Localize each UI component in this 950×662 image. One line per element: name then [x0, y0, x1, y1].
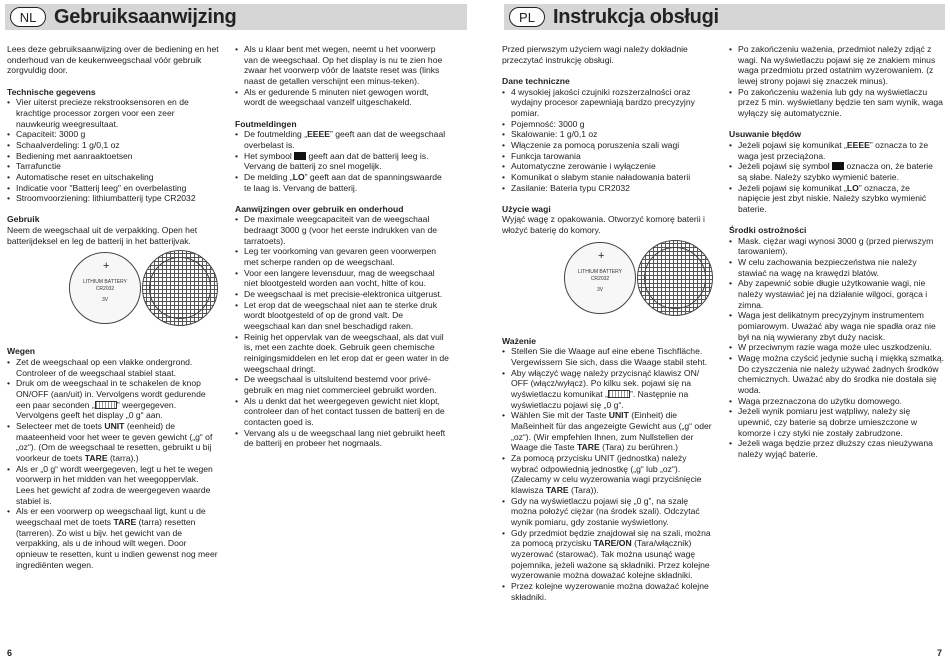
list-item: • Gdy przedmiot będzie znajdował się na szali, można za pomocą przycisku TARE/ON (Tara/włącznik) wyzerować (starować). Tak można usunąć wagę pojemnika, jeżeli ważone są składniki. Przez kolejne wyzerowanie można doważać kolejne składniki.	[502, 528, 714, 581]
battery-low-icon	[294, 152, 306, 160]
language-badge-nl: NL	[10, 7, 46, 27]
spec-item: • Capaciteit: 3000 g	[7, 129, 219, 140]
section-heading: Foutmeldingen	[235, 118, 297, 129]
list-item: • Als er een voorwerp op weegschaal ligt, kunt u de weegschaal met de toets TARE (tarra) resetten (tarreren). Zo wist u bijv. het gewicht van de verpakking, als u de inhoud wilt wegen. Door opnieuw te resetten, kunt u indien gewenst nog meer ingrediënten wegen.	[7, 506, 219, 570]
care-list	[235, 214, 450, 448]
column-pl-1	[502, 44, 714, 602]
list-item: • W celu zachowania bezpieczeństwa nie należy stawiać na wagę na krawędzi blatów.	[729, 257, 944, 278]
list-item: • Waga jest delikatnym precyzyjnym instrumentem pomiarowym. Uważać aby waga nie spadła oraz nie był na nią wywierany zbyt duży nacisk.	[729, 310, 944, 342]
list-item: • W przeciwnym razie waga może ulec uszkodzeniu.	[729, 342, 944, 353]
spec-item: • Bediening met aanraaktoetsen	[7, 151, 219, 162]
header-nl	[5, 4, 467, 30]
list-item: • De weegschaal is uitsluitend bestemd voor privé-gebruik en mag niet commercieel gebruikt worden.	[235, 374, 450, 395]
battery-coin-icon: + LITHIUM BATTERY CR2032 3V	[564, 242, 636, 314]
list-item: • Zet de weegschaal op een vlakke ondergrond. Controleer of de weegschaal stabiel staat.	[7, 357, 219, 378]
list-item: • Jeżeli pojawi się komunikat „LO” oznacza, że napięcie jest zbyt niskie. Należy szybko wymienić baterie.	[729, 183, 944, 215]
list-item: • Przez kolejne wyzerowanie można doważać kolejne składniki.	[502, 581, 714, 602]
battery-illustration	[502, 240, 714, 332]
column-nl-1	[7, 44, 219, 570]
list-item: • Let erop dat de weegschaal niet aan te sterke druk wordt blootgesteld of op de grond valt. De weegschaal kan dan snel beschadigd raken.	[235, 300, 450, 332]
page-title-nl: Gebruiksaanwijzing	[54, 5, 237, 28]
language-badge-pl: PL	[509, 7, 545, 27]
section-heading: Technische gegevens	[7, 86, 96, 97]
section-heading: Środki ostrożności	[729, 225, 807, 236]
spec-item: • Funkcja tarowania	[502, 151, 714, 162]
spec-item: • Stroomvoorziening: lithiumbatterij type CR2032	[7, 193, 219, 204]
list-item: • Als er „0 g“ wordt weergegeven, legt u het te wegen voorwerp in het midden van het weegoppervlak. Lees het gewicht af zodra de weergegeven waarde stabiel is.	[7, 464, 219, 507]
spec-item: • Vier uiterst precieze rekstrooksensoren en de krachtige processor zorgen voor een zeer nauwkeurig weegresultaat.	[7, 97, 219, 129]
list-item: • Het symbool geeft aan dat de batterij leeg is. Vervang de batterij zo snel mogelijk.	[235, 151, 450, 172]
battery-coin-icon: + LITHIUM BATTERY CR2032 3V	[69, 252, 141, 324]
spec-item: • Indicatie voor "Batterij leeg" en overbelasting	[7, 183, 219, 194]
intro-text: Lees deze gebruiksaanwijzing over de bediening en het onderhoud van de keukenweegschaal vóór gebruik zorgvuldig door.	[7, 44, 219, 76]
list-item: • Po zakończeniu ważenia lub gdy na wyświetlaczu przez 5 min. wyświetlany będzie ten sam wynik, waga wyłączy się automatycznie.	[729, 87, 944, 119]
body-text: Wyjąć wagę z opakowania. Otworzyć komorę baterii i włożyć baterię do komory.	[502, 214, 705, 236]
list-item: • Leg ter voorkoming van gevaren geen voorwerpen met scherpe randen op de weegschaal.	[235, 246, 450, 267]
list-item: • Druk om de weegschaal in te schakelen de knop ON/OFF (aan/uit) in. Vervolgens wordt gedurende een paar seconden „ ” weergegeven. Vervolgens geeft het display „0 g“ aan.	[7, 378, 219, 421]
page-number: 7	[937, 648, 943, 658]
list-item: • Za pomocą przycisku UNIT (jednostka) należy wybrać odpowiednią jednostkę („g“ lub „oz“). (Zalecamy w celu wyzerowania wagi przyciśnięcie klawisza TARE (Tara)).	[502, 453, 714, 496]
list-item: • Als er gedurende 5 minuten niet gewogen wordt, wordt de weegschaal vanzelf uitgeschakeld.	[235, 87, 450, 108]
section-heading: Ważenie	[502, 335, 537, 346]
section-heading: Usuwanie błędów	[729, 129, 802, 140]
section-heading: Aanwijzingen over gebruik en onderhoud	[235, 203, 404, 214]
section-heading: Użycie wagi	[502, 203, 551, 214]
list-item: • Wagę można czyścić jedynie suchą i miękką szmatką. Do czyszczenia nie należy używać żadnych środków chemicznych. Uważać aby do środka nie dostała się woda.	[729, 353, 944, 396]
error-list	[729, 140, 944, 215]
list-item: • Jeżeli waga będzie przez dłuższy czas nieużywana należy wyjąć baterie.	[729, 438, 944, 459]
spec-list	[7, 97, 219, 204]
list-item: • Jeżeli pojawi się komunikat „EEEE” oznacza to że waga jest przeciążona.	[729, 140, 944, 161]
body-text: Neem de weegschaal uit de verpakking. Open het batterijdeksel en leg de batterij in het batterijvak.	[7, 225, 198, 246]
display-segments-icon	[95, 401, 117, 409]
list-item: • Gdy na wyświetlaczu pojawi się „0 g”, na szalę można położyć ciężar (na środek szali). Odczytać wynik pomiaru, gdy zostanie wyświetlony.	[502, 496, 714, 528]
list-item: • Mask. ciężar wagi wynosi 3000 g (przed pierwszym tarowaniem).	[729, 236, 944, 257]
spec-item: • Komunikat o słabym stanie naładowania baterii	[502, 172, 714, 183]
spec-item: • Schaalverdeling: 1 g/0,1 oz	[7, 140, 219, 151]
list-item: • Waga przeznaczona do użytku domowego.	[729, 396, 944, 407]
list-item: • Po zakończeniu ważenia, przedmiot należy zdjąć z wagi. Na wyświetlaczu pojawi się ze znakiem minus waga przedmiotu przed ostatnim wyzerowaniem. (z lewej strony pojawi się znaczek minus).	[729, 44, 944, 87]
list-item: • Stellen Sie die Waage auf eine ebene Tischfläche. Vergewissern Sie sich, dass die Waage stabil steht.	[502, 346, 714, 367]
error-list	[235, 129, 450, 193]
page-number: 6	[7, 648, 13, 658]
list-item: • Wählen Sie mit der Taste UNIT (Einheit) die Maßeinheit für das angezeigte Gewicht aus („g“ oder „oz“). (Wir empfehlen Ihnen, zum Nullstellen der Waage die Taste TARE (Tara) zu berühren.)	[502, 410, 714, 453]
list-item: • De weegschaal is met precisie-elektronica uitgerust.	[235, 289, 450, 300]
spec-item: • Tarrafunctie	[7, 161, 219, 172]
spec-list	[502, 87, 714, 194]
spec-item: • Zasilanie: Bateria typu CR2032	[502, 183, 714, 194]
spec-item: • Automatische reset en uitschakeling	[7, 172, 219, 183]
section-heading: Gebruik	[7, 214, 40, 225]
list-item: • De maximale weegcapaciteit van de weegschaal bedraagt 3000 g (voor het eerste indrukken van de tarratoets).	[235, 214, 450, 246]
list-item: • Als u klaar bent met wegen, neemt u het voorwerp van de weegschaal. Op het display is nu te zien hoe zwaar het voorwerp vóór de laatste reset was (links naast de getallen verschijnt een minus-teken).	[235, 44, 450, 87]
list-item: • Vervang als u de weegschaal lang niet gebruikt heeft de batterij en probeer het nogmaals.	[235, 428, 450, 449]
spec-item: • Skalowanie: 1 g/0,1 oz	[502, 129, 714, 140]
column-pl-2	[729, 44, 944, 460]
battery-compartment-icon	[142, 250, 218, 326]
list-item: • Reinig het oppervlak van de weegschaal, als dat vuil is, met een zachte doek. Gebruik geen chemische reinigingsmiddelen en let erop dat er geen water in de weegschaal dringt.	[235, 332, 450, 375]
weigh-list	[7, 357, 219, 570]
list-item: • De melding „LO” geeft aan dat de spanningswaarde te laag is. Vervang de batterij.	[235, 172, 450, 193]
spec-item: • Pojemność: 3000 g	[502, 119, 714, 130]
section-heading: Wegen	[7, 346, 36, 357]
battery-low-icon	[832, 162, 844, 170]
spec-item: • 4 wysokiej jakości czujniki rozszerzalności oraz wydajny procesor zapewniają bardzo precyzyjny pomiar.	[502, 87, 714, 119]
display-segments-icon	[608, 390, 630, 398]
list-item: • Selecteer met de toets UNIT (eenheid) de maateenheid voor het weer te geven gewicht („g“ of „oz“). (Om de weegschaal te resetten, gebruikt u bij voorkeur de toets TARE (tarra).)	[7, 421, 219, 464]
list-item: • Als u denkt dat het weergegeven gewicht niet klopt, controleer dan of het contact tussen de batterij en de contacten goed is.	[235, 396, 450, 428]
weigh-list	[502, 346, 714, 602]
header-pl	[504, 4, 945, 30]
list-item: • Aby zapewnić sobie długie użytkowanie wagi, nie należy wystawiać jej na działanie wilgoci, gorąca i zimna.	[729, 278, 944, 310]
section-heading: Dane techniczne	[502, 75, 570, 86]
list-item: • Jeżeli pojawi się symbol oznacza on, że baterie są słabe. Należy szybko wymienić baterie.	[729, 161, 944, 182]
list-item: • Jeżeli wynik pomiaru jest wątpliwy, należy się upewnić, czy baterie są dobrze umieszczone w komorze i czy styki nie zostały zabrudzone.	[729, 406, 944, 438]
intro-text: Przed pierwszym użyciem wagi należy dokładnie przeczytać instrukcję obsługi.	[502, 44, 688, 65]
column-nl-2	[235, 44, 450, 449]
spec-item: • Włączenie za pomocą poruszenia szali wagi	[502, 140, 714, 151]
list-item: • De foutmelding „EEEE” geeft aan dat de weegschaal overbelast is.	[235, 129, 450, 150]
spec-item: • Automatyczne zerowanie i wyłączenie	[502, 161, 714, 172]
list-item: • Aby włączyć wagę należy przycisnąć klawisz ON/ OFF (włącz/wyłącz). Po kilku sek. pojawi się na wyświetlaczu komunikat „ ”. Następnie na wyświetlaczu pojawi się „0 g“.	[502, 368, 714, 411]
page-title-pl: Instrukcja obsługi	[553, 5, 719, 28]
list-item: • Voor een langere levensduur, mag de weegschaal niet blootgesteld worden aan vocht, hitte of kou.	[235, 268, 450, 289]
battery-illustration	[7, 250, 219, 342]
care-list	[729, 236, 944, 460]
battery-compartment-icon	[637, 240, 713, 316]
